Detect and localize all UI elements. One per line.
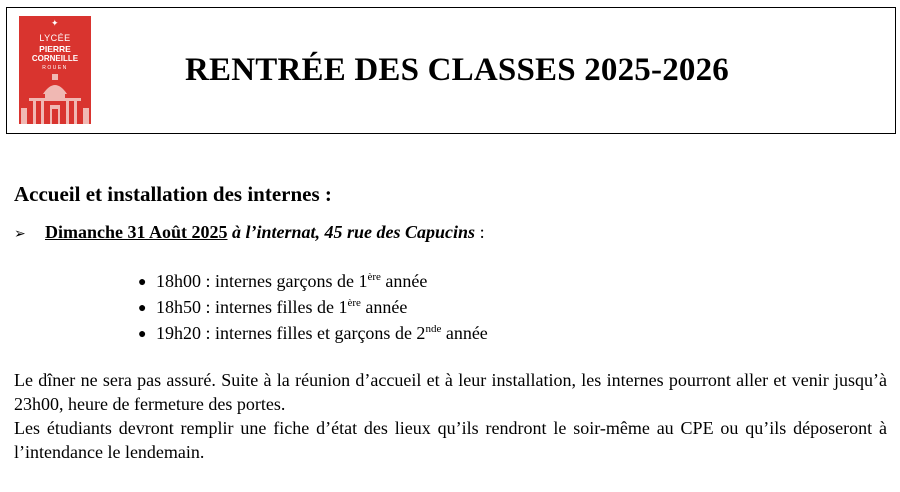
event-place: à l’internat, 45 rue des Capucins bbox=[232, 222, 476, 242]
date-suffix: : bbox=[479, 222, 485, 242]
logo-line-3: CORNEILLE bbox=[31, 54, 79, 63]
logo-line-4: ROUEN bbox=[42, 65, 68, 71]
paragraph-dinner: Le dîner ne sera pas assuré. Suite à la réunion d’accueil et à leur installation, les internes pourront aller et venir jusqu’à 23h00, heure de fermeture des portes. bbox=[14, 370, 887, 414]
list-item: ● 18h00 : internes garçons de 1ère année bbox=[138, 269, 488, 295]
date-line bbox=[14, 219, 485, 248]
bullet-icon: ● bbox=[138, 275, 147, 290]
arrow-bullet-icon: ➢ bbox=[14, 227, 26, 242]
list-item: ● 18h50 : internes filles de 1ère année bbox=[138, 295, 488, 321]
header-box bbox=[6, 7, 896, 134]
star-icon: ✦ bbox=[51, 18, 59, 28]
school-logo bbox=[19, 16, 91, 124]
schedule-list bbox=[138, 269, 488, 347]
event-date: Dimanche 31 Août 2025 bbox=[45, 222, 228, 242]
page-title: RENTRÉE DES CLASSES 2025-2026 bbox=[184, 52, 730, 88]
paragraph-inventory: Les étudiants devront remplir une fiche d’état des lieux qu’ils rendront le soir-même au CPE ou qu’ils déposeront à l’intendance le lendemain. bbox=[14, 418, 887, 462]
logo-line-1: LYCÉE bbox=[39, 33, 71, 43]
bullet-icon: ● bbox=[138, 301, 147, 316]
chapel-icon bbox=[19, 72, 91, 124]
logo-line-2: PIERRE bbox=[39, 44, 71, 54]
list-item: ● 19h20 : internes filles et garçons de 2nde année bbox=[138, 321, 488, 347]
bullet-icon: ● bbox=[138, 327, 147, 342]
section-heading: Accueil et installation des internes : bbox=[14, 182, 332, 206]
